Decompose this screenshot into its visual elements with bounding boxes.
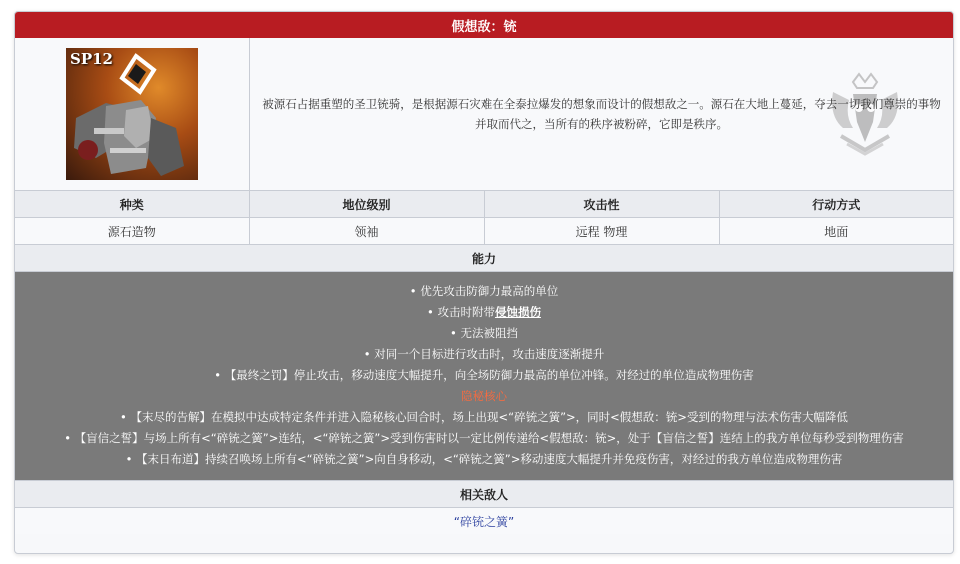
enemy-description: 被源石占据重塑的圣卫铳骑，是根据源石灾难在全泰拉爆发的想象而设计的假想敌之一。源石在大地上蔓延，夺去一切我们尊崇的事物并取而代之，当所有的秩序被粉碎，它即是秩序。 — [262, 97, 941, 131]
attr-value-type: 源石造物 — [15, 218, 249, 245]
related-enemies-heading: 相关敌人 — [15, 481, 953, 508]
attr-value-attack: 远程 物理 — [484, 218, 719, 245]
enemy-title: 假想敌：铳 — [15, 12, 953, 38]
ability-line: • 对同一个目标进行攻击时，攻击速度逐渐提升 — [363, 347, 605, 361]
overview-row — [15, 38, 953, 191]
attr-header-movement: 行动方式 — [719, 191, 953, 218]
ability-line: • 【最终之罚】停止攻击，移动速度大幅提升，向全场防御力最高的单位冲锋。对经过的单位造成物理伤害 — [214, 368, 754, 382]
attr-header-rank: 地位级别 — [249, 191, 484, 218]
sp-badge: SP12 — [70, 50, 113, 68]
ability-line — [27, 302, 941, 323]
ability-line: • 优先攻击防御力最高的单位 — [409, 284, 559, 298]
related-enemies-row — [15, 508, 953, 534]
description-cell — [250, 38, 953, 190]
enemy-portrait[interactable] — [66, 48, 198, 180]
enemy-info-card — [14, 11, 954, 554]
attributes-value-row — [15, 218, 953, 245]
hidden-ability-line: • 【末日布道】持续召唤场上所有<“碎铳之簧”>向自身移动，<“碎铳之簧”>移动速度大幅提升并免疫伤害，对经过的我方单位造成物理伤害 — [125, 452, 843, 466]
abilities-panel — [15, 272, 953, 481]
related-enemy-link[interactable]: “碎铳之簧” — [453, 514, 515, 529]
hidden-ability-line: • 【末尽的告解】在模拟中达成特定条件并进入隐秘核心回合时，场上出现<“碎铳之簧”>，同时<假想敌：铳>受到的物理与法术伤害大幅降低 — [120, 410, 848, 424]
hidden-ability-line: • 【盲信之誓】与场上所有<“碎铳之簧”>连结，<“碎铳之簧”>受到伤害时以一定比例传递给<假想敌：铳>，处于【盲信之誓】连结上的我方单位每秒受到物理伤害 — [64, 431, 904, 445]
attr-header-attack: 攻击性 — [484, 191, 719, 218]
attr-header-type: 种类 — [15, 191, 249, 218]
attributes-table — [15, 191, 953, 245]
abilities-heading: 能力 — [15, 245, 953, 272]
attr-value-rank: 领袖 — [249, 218, 484, 245]
hidden-core-label: 隐秘核心 — [461, 389, 507, 403]
portrait-cell — [15, 38, 250, 190]
attributes-header-row — [15, 191, 953, 218]
ability-line: • 无法被阻挡 — [450, 326, 518, 340]
attr-value-movement: 地面 — [719, 218, 953, 245]
corrosion-damage-link[interactable]: 侵蚀损伤 — [494, 305, 541, 319]
ability-line-text: • 攻击时附带 — [427, 305, 495, 319]
